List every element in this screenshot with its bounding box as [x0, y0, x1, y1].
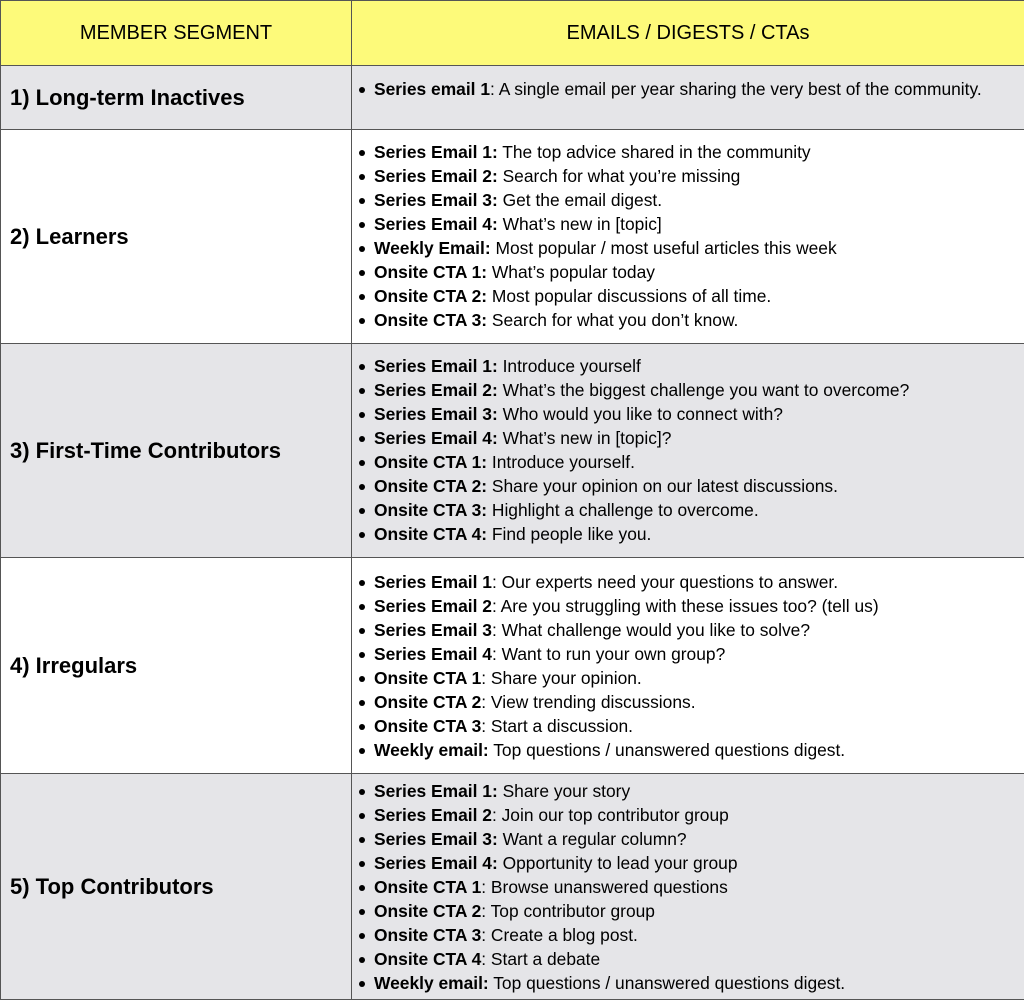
message-item	[374, 212, 1018, 236]
message-item	[374, 827, 1018, 851]
message-item-text: : Top contributor group	[481, 901, 655, 921]
message-item	[374, 236, 1018, 260]
message-cell	[352, 558, 1024, 774]
table-row	[1, 344, 1024, 558]
message-item-label: Onsite CTA 2	[374, 692, 482, 712]
message-item	[374, 164, 1018, 188]
segment-name: 2) Learners	[1, 130, 352, 344]
message-item-text: : View trending discussions.	[481, 692, 696, 712]
table-header	[1, 1, 1024, 66]
message-item-label: Onsite CTA 2	[374, 901, 482, 921]
message-item-text: : Are you struggling with these issues too? (tell us)	[491, 596, 879, 616]
message-item-text: The top advice shared in the community	[497, 142, 811, 162]
message-item-text: : Start a debate	[481, 949, 601, 969]
message-item-label: Onsite CTA 3	[374, 925, 482, 945]
message-item	[374, 779, 1018, 803]
message-cell	[352, 774, 1024, 1000]
message-item	[374, 308, 1018, 332]
message-item	[374, 474, 1018, 498]
message-item-text: Highlight a challenge to overcome.	[487, 500, 759, 520]
message-cell	[352, 66, 1024, 130]
message-item-label: Series Email 1	[374, 572, 492, 592]
table-row	[1, 774, 1024, 1000]
message-item	[374, 522, 1018, 546]
message-list	[352, 774, 1024, 995]
message-list	[352, 558, 1024, 762]
message-cell	[352, 344, 1024, 558]
message-item-label: Series Email 4:	[374, 853, 498, 873]
table-row	[1, 558, 1024, 774]
message-item-label: Weekly email:	[374, 740, 489, 760]
message-item-text: : Start a discussion.	[481, 716, 634, 736]
message-item-label: Onsite CTA 1	[374, 668, 482, 688]
message-item-text: : Our experts need your questions to answer.	[491, 572, 839, 592]
message-item	[374, 666, 1018, 690]
message-item-text: : A single email per year sharing the very best of the community.	[490, 79, 982, 99]
message-item	[374, 803, 1018, 827]
message-item-label: Series Email 4:	[374, 428, 498, 448]
message-item-label: Series email 1	[374, 79, 491, 99]
message-item	[374, 642, 1018, 666]
message-item	[374, 402, 1018, 426]
segment-name: 4) Irregulars	[1, 558, 352, 774]
message-item	[374, 284, 1018, 308]
message-item	[374, 378, 1018, 402]
message-item-text: Search for what you don’t know.	[487, 310, 739, 330]
message-item-label: Series Email 3:	[374, 829, 498, 849]
message-item-text: Most popular discussions of all time.	[487, 286, 772, 306]
message-item-text: Introduce yourself.	[487, 452, 635, 472]
message-item-label: Onsite CTA 1	[374, 877, 482, 897]
segment-name: 3) First-Time Contributors	[1, 344, 352, 558]
message-item-label: Series Email 1:	[374, 781, 498, 801]
message-item	[374, 923, 1018, 947]
message-item-label: Onsite CTA 2:	[374, 476, 488, 496]
message-item-label: Series Email 4	[374, 644, 492, 664]
message-item	[374, 354, 1018, 378]
header-emails-digests-ctas: EMAILS / DIGESTS / CTAs	[352, 1, 1024, 66]
message-item-label: Series Email 2	[374, 805, 492, 825]
message-item	[374, 77, 1018, 101]
segment-name: 5) Top Contributors	[1, 774, 352, 1000]
message-item-text: What’s new in [topic]?	[497, 428, 672, 448]
message-item-label: Series Email 3:	[374, 404, 498, 424]
message-item	[374, 426, 1018, 450]
message-item-label: Onsite CTA 2:	[374, 286, 488, 306]
message-item	[374, 140, 1018, 164]
message-item-text: What’s new in [topic]	[497, 214, 662, 234]
message-item-text: Top questions / unanswered questions digest.	[488, 973, 846, 993]
message-item-label: Weekly Email:	[374, 238, 491, 258]
message-item	[374, 899, 1018, 923]
message-item	[374, 618, 1018, 642]
message-item-text: : Want to run your own group?	[491, 644, 726, 664]
message-item-text: Want a regular column?	[497, 829, 687, 849]
table-row	[1, 130, 1024, 344]
message-item-text: : What challenge would you like to solve?	[491, 620, 810, 640]
message-item	[374, 947, 1018, 971]
message-item	[374, 498, 1018, 522]
message-item-label: Series Email 2:	[374, 380, 498, 400]
message-item-label: Onsite CTA 3:	[374, 500, 488, 520]
message-item-label: Onsite CTA 1:	[374, 452, 488, 472]
message-item-text: Opportunity to lead your group	[497, 853, 738, 873]
message-item-label: Series Email 3:	[374, 190, 498, 210]
message-item-text: : Create a blog post.	[481, 925, 638, 945]
message-item-label: Onsite CTA 4:	[374, 524, 488, 544]
message-item	[374, 738, 1018, 762]
message-item	[374, 450, 1018, 474]
message-item	[374, 714, 1018, 738]
segment-name: 1) Long-term Inactives	[1, 66, 352, 130]
message-item	[374, 594, 1018, 618]
message-item-text: Share your story	[497, 781, 631, 801]
message-item-label: Onsite CTA 4	[374, 949, 482, 969]
message-item-text: Find people like you.	[487, 524, 652, 544]
message-item-text: Who would you like to connect with?	[497, 404, 783, 424]
message-item	[374, 260, 1018, 284]
header-row	[1, 1, 1024, 66]
message-item-label: Series Email 1:	[374, 142, 498, 162]
message-item-label: Onsite CTA 1:	[374, 262, 488, 282]
message-item-text: : Share your opinion.	[481, 668, 642, 688]
message-list	[352, 344, 1024, 546]
message-list	[352, 66, 1024, 101]
message-item	[374, 570, 1018, 594]
message-item	[374, 188, 1018, 212]
message-item-label: Onsite CTA 3:	[374, 310, 488, 330]
message-item-text: What’s popular today	[487, 262, 655, 282]
message-item-text: Top questions / unanswered questions digest.	[488, 740, 846, 760]
message-item-text: Search for what you’re missing	[497, 166, 741, 186]
message-item-text: Share your opinion on our latest discussions.	[487, 476, 838, 496]
header-member-segment: MEMBER SEGMENT	[1, 1, 352, 66]
message-item-label: Onsite CTA 3	[374, 716, 482, 736]
message-item-label: Series Email 2	[374, 596, 492, 616]
message-item	[374, 971, 1018, 995]
message-item	[374, 690, 1018, 714]
message-item	[374, 851, 1018, 875]
message-item-label: Series Email 2:	[374, 166, 498, 186]
message-item-text: Most popular / most useful articles this week	[490, 238, 837, 258]
message-item-text: : Browse unanswered questions	[481, 877, 728, 897]
message-item-label: Weekly email:	[374, 973, 489, 993]
message-item-label: Series Email 3	[374, 620, 492, 640]
message-item-text: What’s the biggest challenge you want to overcome?	[497, 380, 910, 400]
message-item-label: Series Email 1:	[374, 356, 498, 376]
message-item	[374, 875, 1018, 899]
message-cell	[352, 130, 1024, 344]
table-row	[1, 66, 1024, 130]
message-list	[352, 130, 1024, 332]
table-body	[1, 66, 1024, 1000]
message-item-label: Series Email 4:	[374, 214, 498, 234]
message-item-text: Get the email digest.	[497, 190, 663, 210]
message-item-text: : Join our top contributor group	[491, 805, 729, 825]
message-item-text: Introduce yourself	[497, 356, 641, 376]
